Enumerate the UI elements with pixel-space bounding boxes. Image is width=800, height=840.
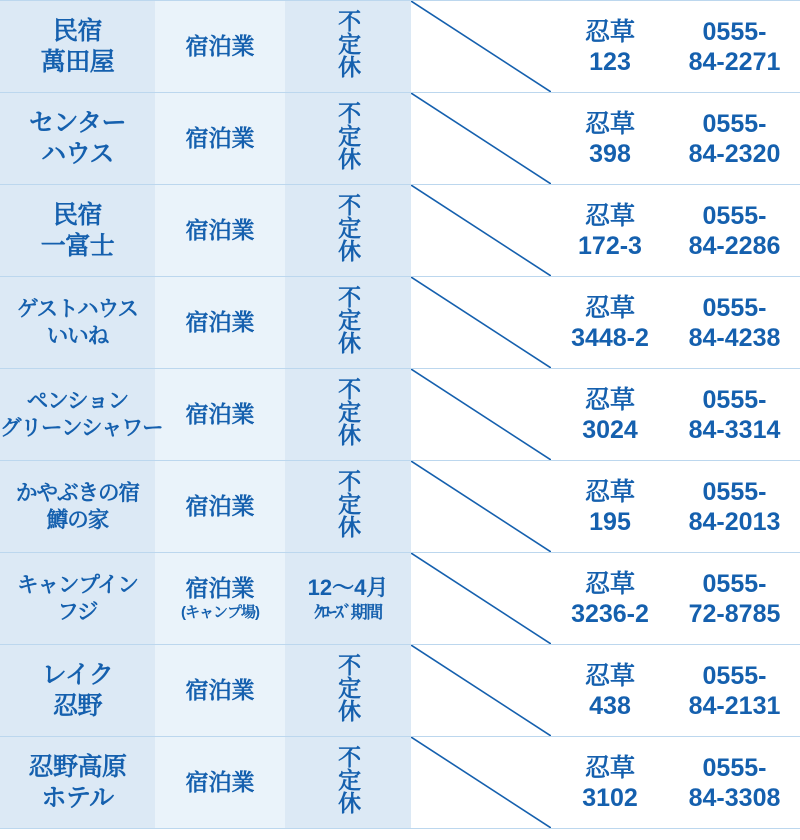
closed-days-cell: [285, 461, 411, 553]
closed-days-label: 12〜4月: [307, 574, 389, 600]
address-line1: 忍草: [584, 201, 635, 230]
address-line1: 忍草: [584, 17, 635, 46]
closed-days-cell: [285, 553, 411, 645]
facility-name-cell: [0, 277, 155, 369]
diagonal-strike-icon: [411, 369, 551, 460]
closed-days-label: 不定休: [335, 101, 362, 170]
closed-days-cell: [285, 737, 411, 829]
address-line1: 忍草: [584, 753, 635, 782]
phone-line2: 84-2013: [688, 507, 781, 536]
phone-line1: 0555-: [702, 201, 767, 230]
phone-line2: 84-2286: [688, 231, 781, 260]
phone-line1: 0555-: [702, 385, 767, 414]
empty-note-cell: [411, 277, 551, 369]
phone-line2: 84-2131: [688, 691, 781, 720]
phone-cell: [669, 1, 800, 93]
closed-days-cell: [285, 277, 411, 369]
closed-days-label: 不定休: [335, 193, 362, 262]
business-type-label: 宿泊業: [185, 32, 255, 59]
phone-cell: [669, 737, 800, 829]
facility-name-line2: いいね: [46, 323, 109, 348]
phone-cell: [669, 93, 800, 185]
phone-line2: 84-3314: [688, 415, 781, 444]
table-body: [0, 1, 800, 829]
business-type-label: 宿泊業: [185, 308, 255, 335]
closed-period-note: ｸﾛｰｽﾞ期間: [314, 603, 382, 623]
empty-note-cell: [411, 461, 551, 553]
facility-name-line1: 民宿: [52, 17, 102, 45]
phone-line2: 84-3308: [688, 783, 781, 812]
closed-days-label: 不定休: [335, 285, 362, 354]
phone-line1: 0555-: [702, 569, 767, 598]
address-cell: [551, 369, 669, 461]
business-type-label: 宿泊業: [185, 492, 255, 519]
business-type-label: 宿泊業: [185, 216, 255, 243]
closed-days-cell: [285, 1, 411, 93]
table-row: [0, 369, 800, 461]
address-line2: 3236-2: [571, 599, 649, 628]
phone-line1: 0555-: [702, 477, 767, 506]
address-line2: 3024: [582, 415, 638, 444]
facility-name-cell: [0, 553, 155, 645]
address-line1: 忍草: [584, 385, 635, 414]
address-cell: [551, 737, 669, 829]
address-line2: 438: [589, 691, 631, 720]
address-cell: [551, 93, 669, 185]
facility-name-line2: グリーンシャワー: [0, 415, 163, 440]
phone-line1: 0555-: [702, 17, 767, 46]
business-type-label: 宿泊業: [185, 574, 255, 601]
closed-days-label: 不定休: [335, 377, 362, 446]
diagonal-strike-icon: [411, 645, 551, 736]
closed-days-cell: [285, 93, 411, 185]
diagonal-strike-icon: [411, 277, 551, 368]
phone-line1: 0555-: [702, 661, 767, 690]
phone-line2: 84-2320: [688, 139, 781, 168]
phone-line1: 0555-: [702, 753, 767, 782]
phone-line2: 72-8785: [688, 599, 781, 628]
business-type-label: 宿泊業: [185, 676, 255, 703]
empty-note-cell: [411, 553, 551, 645]
address-line1: 忍草: [584, 477, 635, 506]
facility-name-line1: レイク: [41, 661, 114, 689]
phone-cell: [669, 185, 800, 277]
address-cell: [551, 1, 669, 93]
address-cell: [551, 553, 669, 645]
closed-days-label: 不定休: [335, 653, 362, 722]
diagonal-strike-icon: [411, 553, 551, 644]
facility-name-line1: 忍野高原: [28, 753, 127, 781]
diagonal-strike-icon: [411, 1, 551, 92]
closed-days-cell: [285, 369, 411, 461]
address-line2: 3102: [582, 783, 638, 812]
address-cell: [551, 277, 669, 369]
facility-name-line1: ゲストハウス: [16, 297, 139, 322]
business-type-cell: [155, 461, 285, 553]
table-row: [0, 553, 800, 645]
address-cell: [551, 461, 669, 553]
empty-note-cell: [411, 369, 551, 461]
address-line2: 172-3: [578, 231, 642, 260]
phone-line1: 0555-: [702, 293, 767, 322]
table-row: [0, 645, 800, 737]
diagonal-strike-icon: [411, 93, 551, 184]
empty-note-cell: [411, 1, 551, 93]
facility-name-line2: フジ: [57, 599, 98, 624]
closed-days-cell: [285, 185, 411, 277]
table-row: [0, 461, 800, 553]
address-line1: 忍草: [584, 661, 635, 690]
diagonal-strike-icon: [411, 737, 551, 828]
facility-name-line2: 鱒の家: [46, 507, 109, 532]
facility-name-cell: [0, 93, 155, 185]
business-type-cell: [155, 369, 285, 461]
closed-days-label: 不定休: [335, 745, 362, 814]
business-type-cell: [155, 277, 285, 369]
closed-days-label: 不定休: [335, 469, 362, 538]
phone-line2: 84-4238: [688, 323, 781, 352]
facility-name-line2: 萬田屋: [40, 47, 115, 76]
table-row: [0, 277, 800, 369]
business-type-cell: [155, 185, 285, 277]
facility-name-line1: キャンプイン: [16, 573, 139, 598]
facility-name-cell: [0, 369, 163, 461]
address-cell: [551, 185, 669, 277]
address-line1: 忍草: [584, 569, 635, 598]
address-line1: 忍草: [584, 293, 635, 322]
facility-name-cell: [0, 1, 155, 93]
facility-name-line1: ペンション: [26, 389, 129, 414]
facility-name-line2: ホテル: [41, 783, 114, 812]
facility-name-cell: [0, 645, 155, 737]
phone-line1: 0555-: [702, 109, 767, 138]
business-type-cell: [155, 645, 285, 737]
business-type-cell: [155, 553, 285, 645]
empty-note-cell: [411, 645, 551, 737]
facility-name-line2: ハウス: [41, 139, 114, 168]
address-line2: 123: [589, 47, 631, 76]
phone-line2: 84-2271: [688, 47, 781, 76]
phone-cell: [669, 645, 800, 737]
facility-name-cell: [0, 737, 155, 829]
empty-note-cell: [411, 737, 551, 829]
address-line2: 195: [589, 507, 631, 536]
facility-name-line2: 一富士: [40, 231, 115, 260]
business-type-label: 宿泊業: [185, 400, 255, 427]
address-line2: 398: [589, 139, 631, 168]
empty-note-cell: [411, 185, 551, 277]
business-type-sublabel: (キャンプ場): [181, 604, 259, 622]
table-row: [0, 1, 800, 93]
business-type-cell: [155, 737, 285, 829]
business-type-label: 宿泊業: [185, 124, 255, 151]
table-row: [0, 737, 800, 829]
diagonal-strike-icon: [411, 461, 551, 552]
table-row: [0, 185, 800, 277]
facility-name-cell: [0, 461, 155, 553]
address-cell: [551, 645, 669, 737]
closed-days-label: 不定休: [335, 9, 362, 78]
facility-name-line1: かやぶきの宿: [15, 481, 139, 506]
phone-cell: [669, 553, 800, 645]
closed-days-cell: [285, 645, 411, 737]
business-type-cell: [155, 1, 285, 93]
phone-cell: [669, 369, 800, 461]
address-line1: 忍草: [584, 109, 635, 138]
empty-note-cell: [411, 93, 551, 185]
diagonal-strike-icon: [411, 185, 551, 276]
business-type-label: 宿泊業: [185, 768, 255, 795]
table-row: [0, 93, 800, 185]
facility-name-line1: センター: [28, 109, 126, 137]
address-line2: 3448-2: [571, 323, 649, 352]
phone-cell: [669, 461, 800, 553]
facility-name-cell: [0, 185, 155, 277]
facility-name-line1: 民宿: [52, 201, 102, 229]
phone-cell: [669, 277, 800, 369]
facility-name-line2: 忍野: [52, 691, 102, 720]
business-type-cell: [155, 93, 285, 185]
